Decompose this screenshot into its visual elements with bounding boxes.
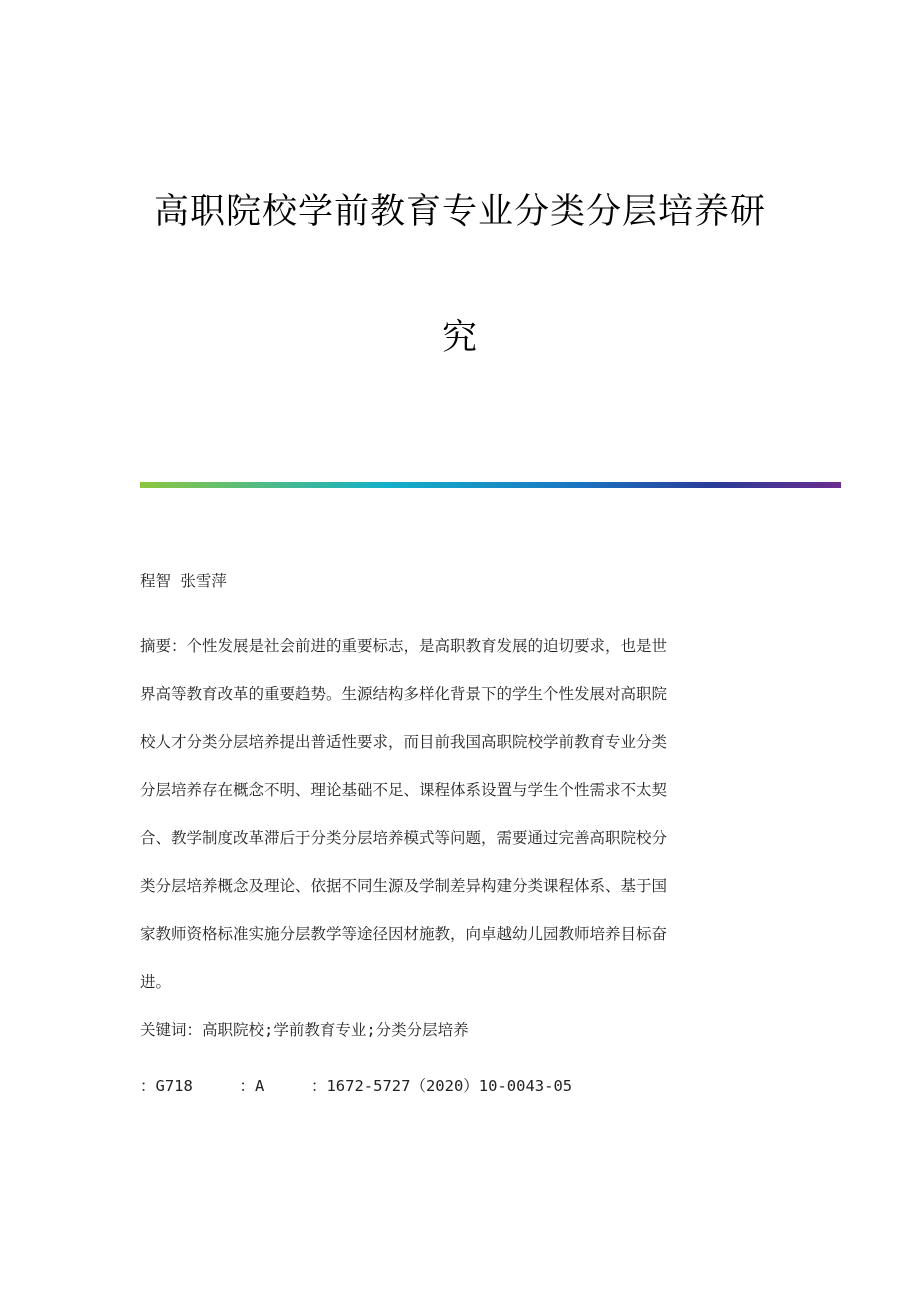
abstract-line: 进。 [140,973,172,991]
abstract-line: 类分层培养概念及理论、依据不同生源及学制差异构建分类课程体系、基于国 [140,877,668,895]
abstract-line: 家教师资格标准实施分层教学等途径因材施教，向卓越幼儿园教师培养目标奋 [140,925,668,943]
abstract-line: 合、教学制度改革滞后于分类分层培养模式等问题，需要通过完善高职院校分 [140,829,668,847]
page-title-continuation: 究 [441,318,478,358]
page-title: 高职院校学前教育专业分类分层培养研 [153,192,766,232]
abstract-line: 摘要：个性发展是社会前进的重要标志，是高职教育发展的迫切要求，也是世 [140,637,668,655]
keywords: 关键词：高职院校;学前教育专业;分类分层培养 [140,1021,469,1039]
abstract-line: 分层培养存在概念不明、理论基础不足、课程体系设置与学生个性需求不太契 [140,781,668,799]
abstract [140,622,780,1006]
classification-codes: ：G718 ：A ：1672-5727（2020）10-0043-05 [140,1077,573,1095]
authors: 程智 张雪萍 [140,572,227,590]
title-divider [140,482,841,488]
abstract-line: 校人才分类分层培养提出普适性要求，而目前我国高职院校学前教育专业分类 [140,733,668,751]
abstract-line: 界高等教育改革的重要趋势。生源结构多样化背景下的学生个性发展对高职院 [140,685,668,703]
